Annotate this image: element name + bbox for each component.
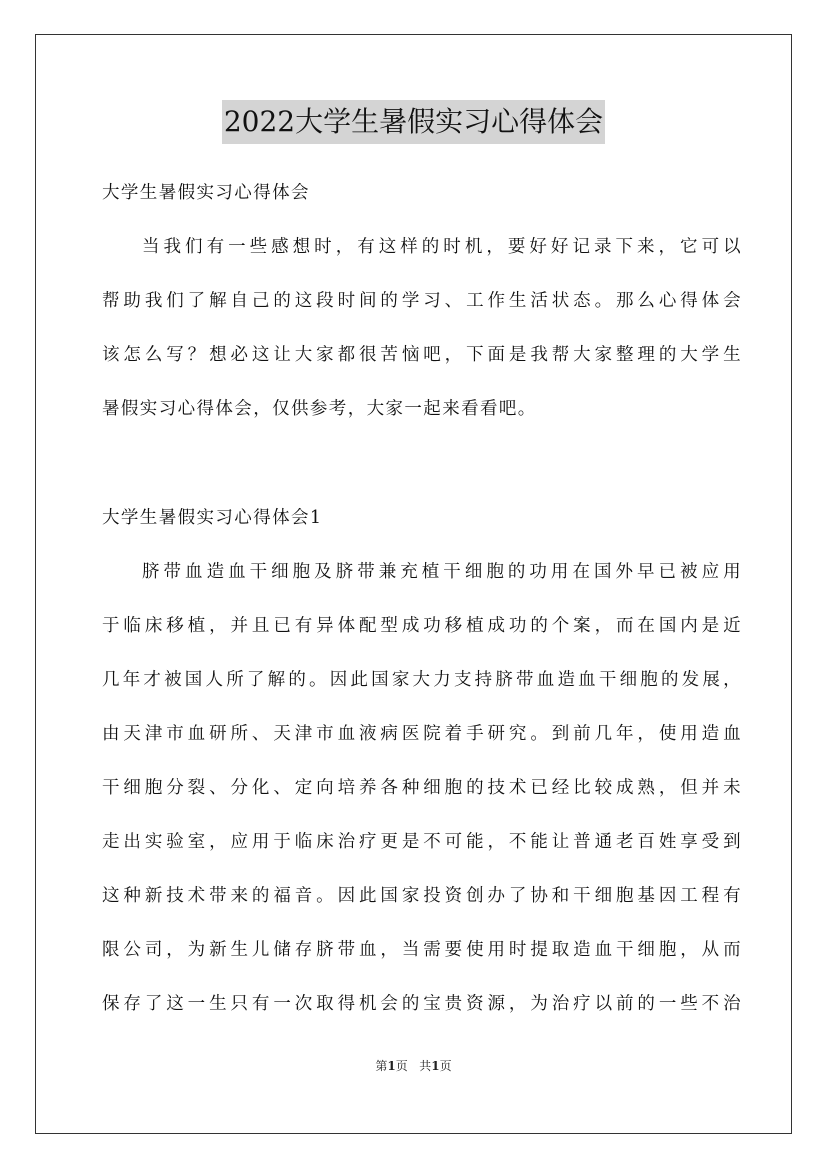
page-prefix: 第 <box>375 1059 388 1073</box>
section-2 <box>102 491 742 1031</box>
section-1 <box>102 166 742 436</box>
page-footer <box>0 1057 827 1074</box>
section-2-heading: 大学生暑假实习心得体会1 <box>102 508 323 528</box>
total-pages: 1 <box>431 1059 440 1073</box>
document-title-text: 2022大学生暑假实习心得体会 <box>222 100 605 144</box>
paragraph-line: 脐带血造血干细胞及脐带兼充植干细胞的功用在国外早已被应用 <box>142 562 742 582</box>
paragraph-line: 保存了这一生只有一次取得机会的宝贵资源，为治疗以前的一些不治 <box>102 994 742 1014</box>
paragraph-line: 由天津市血研所、天津市血液病医院着手研究。到前几年，使用造血 <box>102 724 742 744</box>
page-suffix: 页 <box>395 1059 408 1073</box>
paragraph-line: 限公司，为新生儿储存脐带血，当需要使用时提取造血干细胞，从而 <box>102 940 742 960</box>
paragraph-line: 干细胞分裂、分化、定向培养各种细胞的技术已经比较成熟，但并未 <box>102 778 742 798</box>
total-prefix: 共 <box>419 1059 432 1073</box>
paragraph-line: 走出实验室，应用于临床治疗更是不可能，不能让普通老百姓享受到 <box>102 832 742 852</box>
paragraph-line: 这种新技术带来的福音。因此国家投资创办了协和干细胞基因工程有 <box>102 886 742 906</box>
paragraph-line: 于临床移植，并且已有异体配型成功移植成功的个案，而在国内是近 <box>102 616 742 636</box>
paragraph-line: 该怎么写？想必这让大家都很苦恼吧，下面是我帮大家整理的大学生 <box>102 345 742 365</box>
paragraph-line: 帮助我们了解自己的这段时间的学习、工作生活状态。那么心得体会 <box>102 291 742 311</box>
paragraph-line: 几年才被国人所了解的。因此国家大力支持脐带血造血干细胞的发展， <box>102 670 742 690</box>
paragraph-line: 暑假实习心得体会，仅供参考，大家一起来看看吧。 <box>102 399 537 419</box>
paragraph-line: 当我们有一些感想时，有这样的时机，要好好记录下来，它可以 <box>142 237 742 257</box>
document-title <box>0 100 827 144</box>
total-suffix: 页 <box>439 1059 452 1073</box>
section-1-heading: 大学生暑假实习心得体会 <box>102 183 310 203</box>
page-number: 1 <box>387 1059 396 1073</box>
